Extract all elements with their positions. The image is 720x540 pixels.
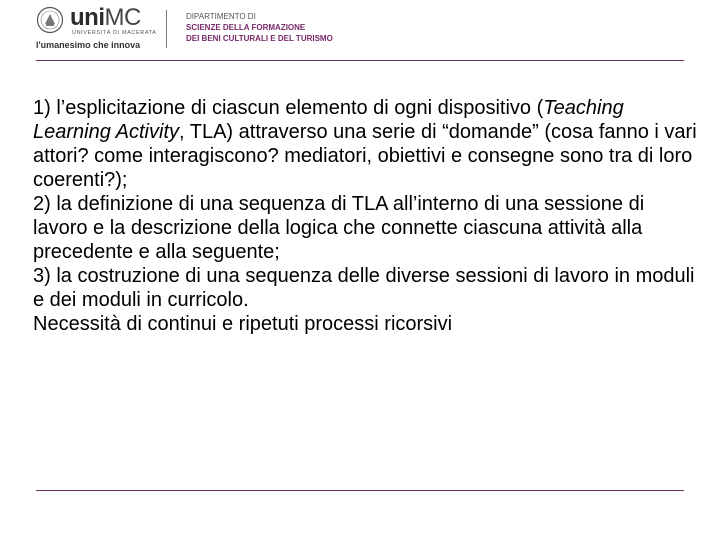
dept-line-3: DEI BENI CULTURALI E DEL TURISMO	[186, 34, 333, 43]
item-1-emphasis: Teaching Learning Activity	[33, 97, 624, 143]
header-divider	[166, 10, 167, 48]
dept-line-1: DIPARTIMENTO DI	[186, 12, 256, 21]
university-logo	[70, 4, 141, 32]
logo-mc-text: MC	[104, 4, 141, 31]
item-1	[33, 96, 701, 192]
item-2: 2) la definizione di una sequenza di TLA all’interno di una sessione di lavoro e la descrizione della logica che connette ciascuna attività alla precedente e alla seguente;	[33, 193, 645, 263]
bottom-rule	[36, 490, 684, 491]
item-1-text-a: 1) l’esplicitazione di ciascun elemento di ogni dispositivo (	[33, 97, 544, 119]
department-name	[186, 11, 333, 44]
slide-body	[33, 96, 701, 336]
item-3: 3) la costruzione di una sequenza delle diverse sessioni di lavoro in moduli e dei moduli in curricolo.	[33, 265, 695, 311]
conclusion: Necessità di continui e ripetuti processi ricorsivi	[33, 313, 453, 335]
logo-university-name: UNIVERSITÀ DI MACERATA	[72, 30, 157, 36]
logo-uni-text: uni	[70, 4, 105, 31]
top-rule	[36, 60, 684, 61]
dept-line-2: SCIENZE DELLA FORMAZIONE	[186, 23, 306, 32]
university-seal-icon	[36, 6, 64, 34]
item-1-text-b: , TLA) attraverso una serie di “domande” (cosa fanno i vari attori? come interagiscono? mediatori, obiettivi e consegne sono tra di loro coerenti?);	[33, 121, 697, 191]
tagline: l'umanesimo che innova	[36, 40, 141, 50]
header	[0, 0, 720, 60]
